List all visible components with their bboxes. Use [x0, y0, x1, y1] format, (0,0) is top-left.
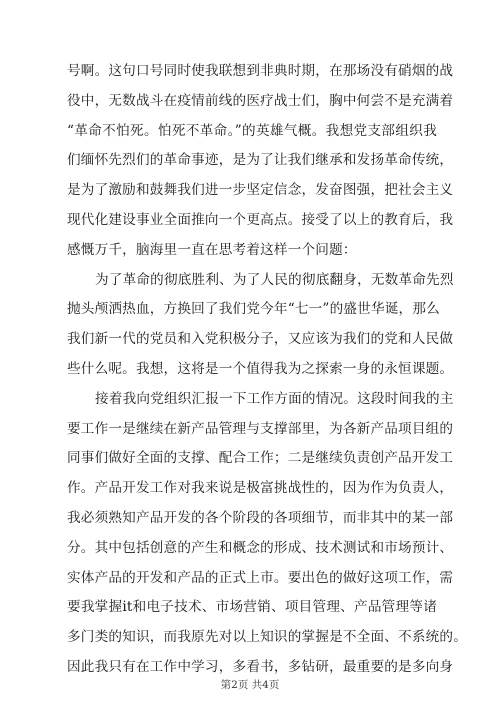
text-line: 是为了激励和鼓舞我们进一步坚定信念，发奋图强，把社会主义: [67, 182, 454, 199]
text-line: 我必须熟知产品开发的各个阶段的各项细节，而非其中的某一部: [67, 509, 454, 526]
text-line: 作。产品开发工作对我来说是极富挑战性的，因为作为负责人，: [67, 480, 454, 497]
text-line: 号啊。这句口号同时使我联想到非典时期，在那场没有硝烟的战: [67, 63, 454, 79]
text-line: 为了革命的彻底胜利、为了人民的彻底翻身，无数革命先烈: [95, 271, 454, 288]
text-line: 因此我只有在工作中学习，多看书，多钻研，最重要的是多向身: [67, 658, 454, 675]
text-line: 抛头颅洒热血，方换回了我们党今年“七一”的盛世华诞，那么: [67, 301, 440, 318]
text-line: 役中，无数战斗在疫情前线的医疗战士们，胸中何尝不是充满着: [67, 92, 454, 109]
text-line: 分。其中包括创意的产生和概念的形成、技术测试和市场预计、: [67, 539, 454, 556]
page-number-footer: 第2页 共4页: [220, 679, 280, 691]
text-line: 些什么呢。我想，这将是一个值得我为之探索一身的永恒课题。: [67, 360, 454, 377]
text-line: 们缅怀先烈们的革命事迹，是为了让我们继承和发扬革命传统，: [67, 152, 454, 169]
text-line: 实体产品的开发和产品的正式上市。要出色的做好这项工作，需: [67, 569, 454, 586]
paragraph-1: [67, 57, 454, 266]
text-line: 要工作一是继续在新产品管理与支撑部里，为各新产品项目组的: [67, 420, 454, 437]
document-body: [67, 57, 468, 683]
text-line: 现代化建设事业全面推向一个更高点。接受了以上的教育后，我: [67, 211, 454, 228]
paragraph-3: [67, 385, 468, 683]
text-line: 我们新一代的党员和入党积极分子，又应该为我们的党和人民做: [67, 331, 454, 348]
text-line: 多门类的知识，而我原先对以上知识的掌握是不全面、不系统的。: [67, 629, 468, 646]
paragraph-2: [67, 266, 454, 385]
text-line: 接着我向党组织汇报一下工作方面的情况。这段时间我的主: [95, 390, 454, 407]
text-line: 感慨万千，脑海里一直在思考着这样一个问题：: [67, 241, 357, 258]
text-line: “革命不怕死。怕死不革命。”的英雄气概。我想党支部组织我: [67, 122, 437, 139]
text-line: 同事们做好全面的支撑、配合工作；二是继续负责创产品开发工: [67, 450, 454, 467]
text-line: 要我掌握it和电子技术、市场营销、项目管理、产品管理等诸: [67, 599, 437, 616]
